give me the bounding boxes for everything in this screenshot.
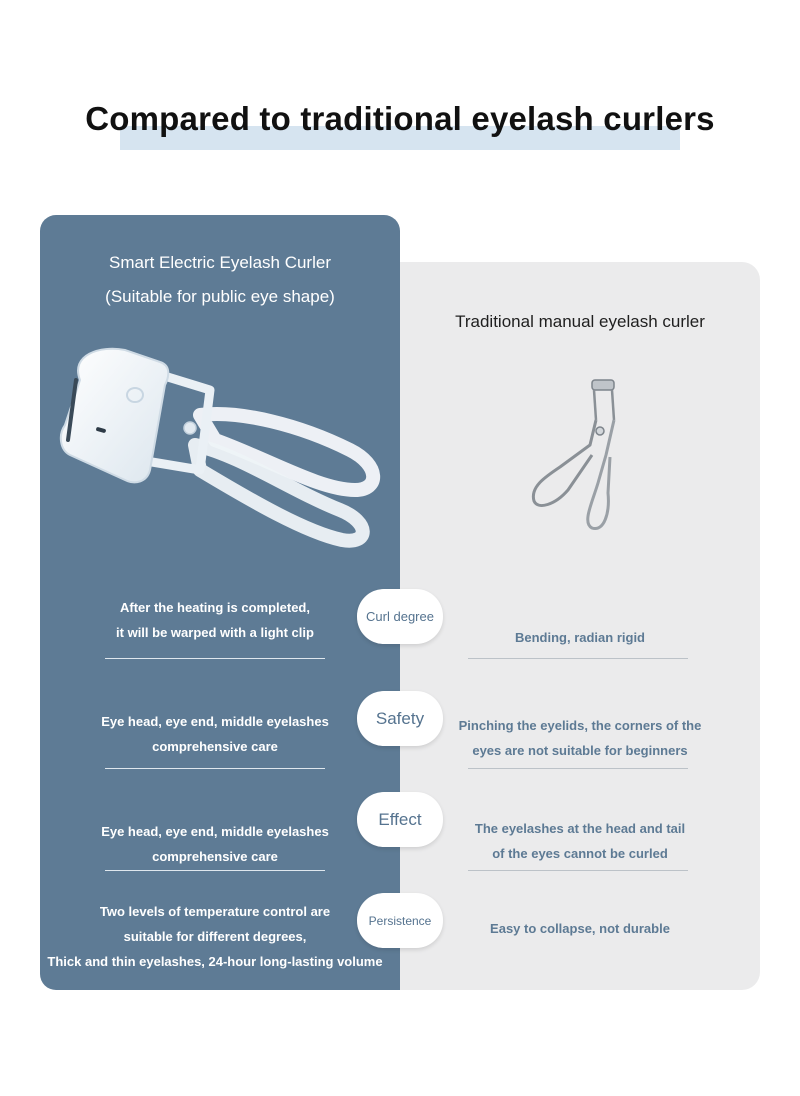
divider <box>105 768 325 769</box>
pill-curl-degree: Curl degree <box>357 589 443 644</box>
row-effect-electric: Eye head, eye end, middle eyelashes comprehensive care <box>101 824 329 864</box>
divider <box>105 870 325 871</box>
manual-name: Traditional manual eyelash curler <box>455 312 705 331</box>
pill-effect: Effect <box>357 792 443 847</box>
row-safety-electric: Eye head, eye end, middle eyelashes comprehensive care <box>101 714 329 754</box>
pill-safety: Safety <box>357 691 443 746</box>
divider <box>468 870 688 871</box>
electric-note: (Suitable for public eye shape) <box>105 287 335 306</box>
row-persistence-electric: Two levels of temperature control are suitable for different degrees, Thick and thin eyelashes, 24-hour long-lasting volume <box>47 904 383 969</box>
manual-eyelash-curler-icon <box>520 375 630 535</box>
row-safety-manual: Pinching the eyelids, the corners of the eyes are not suitable for beginners <box>458 718 702 758</box>
row-curl-manual: Bending, radian rigid <box>514 630 645 645</box>
row-effect-manual: The eyelashes at the head and tail of the eyes cannot be curled <box>474 821 686 861</box>
divider <box>105 658 325 659</box>
divider <box>468 768 688 769</box>
electric-header <box>40 246 400 314</box>
page-title: Compared to traditional eyelash curlers <box>85 100 715 137</box>
pill-persistence: Persistence <box>357 893 443 948</box>
divider <box>468 658 688 659</box>
electric-name: Smart Electric Eyelash Curler <box>108 253 331 272</box>
electric-eyelash-curler-icon <box>50 340 390 550</box>
row-persistence-manual: Easy to collapse, not durable <box>490 921 670 936</box>
row-curl-electric: After the heating is completed, it will be warped with a light clip <box>116 600 314 640</box>
heading-wrap <box>0 100 800 138</box>
